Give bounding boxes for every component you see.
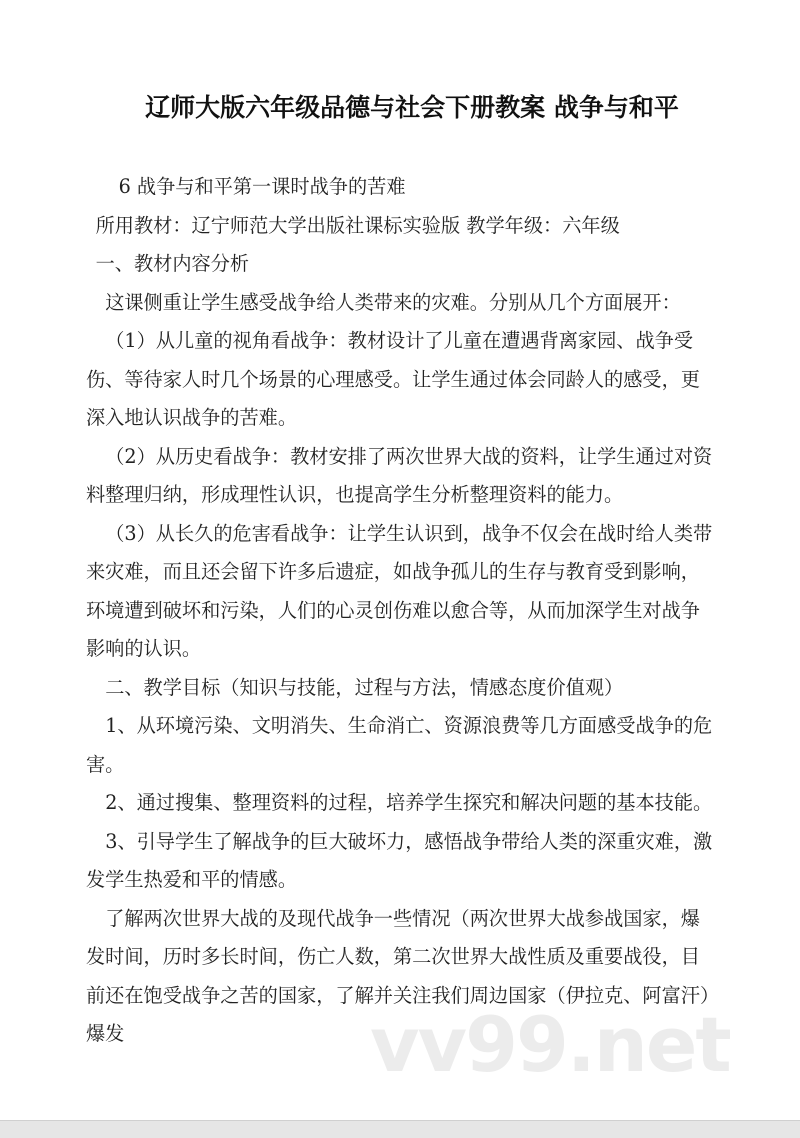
lesson-heading: 6 战争与和平第一课时战争的苦难 <box>118 175 406 198</box>
paragraph: 了解两次世界大战的及现代战争一些情况（两次世界大战参战国家，爆发时间，历时多长时间，伤亡人数，第二次世界大战性质及重要战役，目前还在饱受战争之苦的国家，了解并关注我们周边国家（伊拉克、阿富汗）爆发 <box>86 906 710 1045</box>
paragraph: （1）从儿童的视角看战争：教材设计了儿童在遭遇背离家园、战争受伤、等待家人时几个场景的心理感受。让学生通过体会同龄人的感受，更深入地认识战争的苦难。 <box>86 329 700 429</box>
paragraph: （3）从长久的危害看战争：让学生认识到，战争不仅会在战时给人类带来灾难，而且还会留下许多后遗症，如战争孤儿的生存与教育受到影响，环境遭到破坏和污染，人们的心灵创伤难以愈合等，从而加深学生对战争影响的认识。 <box>86 521 713 660</box>
paragraph: 1、从环境污染、文明消失、生命消亡、资源浪费等几方面感受战争的危害。 <box>86 714 713 776</box>
document-body <box>86 168 716 1054</box>
paragraph: （2）从历史看战争：教材安排了两次世界大战的资料，让学生通过对资料整理归纳，形成理性认识，也提高学生分析整理资料的能力。 <box>86 444 713 506</box>
paragraph: 3、引导学生了解战争的巨大破坏力，感悟战争带给人类的深重灾难，激发学生热爱和平的情感。 <box>86 829 713 891</box>
paragraph: 2、通过搜集、整理资料的过程，培养学生探究和解决问题的基本技能。 <box>105 791 713 814</box>
paragraph: 这课侧重让学生感受战争给人类带来的灾难。分别从几个方面展开： <box>105 290 681 314</box>
section-heading: 二、教学目标（知识与技能，过程与方法，情感态度价值观） <box>105 675 624 699</box>
paragraph: 所用教材：辽宁师范大学出版社课标实验版 教学年级：六年级 <box>95 213 620 237</box>
document-title: 辽师大版六年级品德与社会下册教案 战争与和平 <box>145 93 679 122</box>
page-bottom-edge <box>0 1120 800 1138</box>
watermark: vv99.net <box>370 1000 730 1089</box>
section-heading: 一、教材内容分析 <box>95 252 250 275</box>
